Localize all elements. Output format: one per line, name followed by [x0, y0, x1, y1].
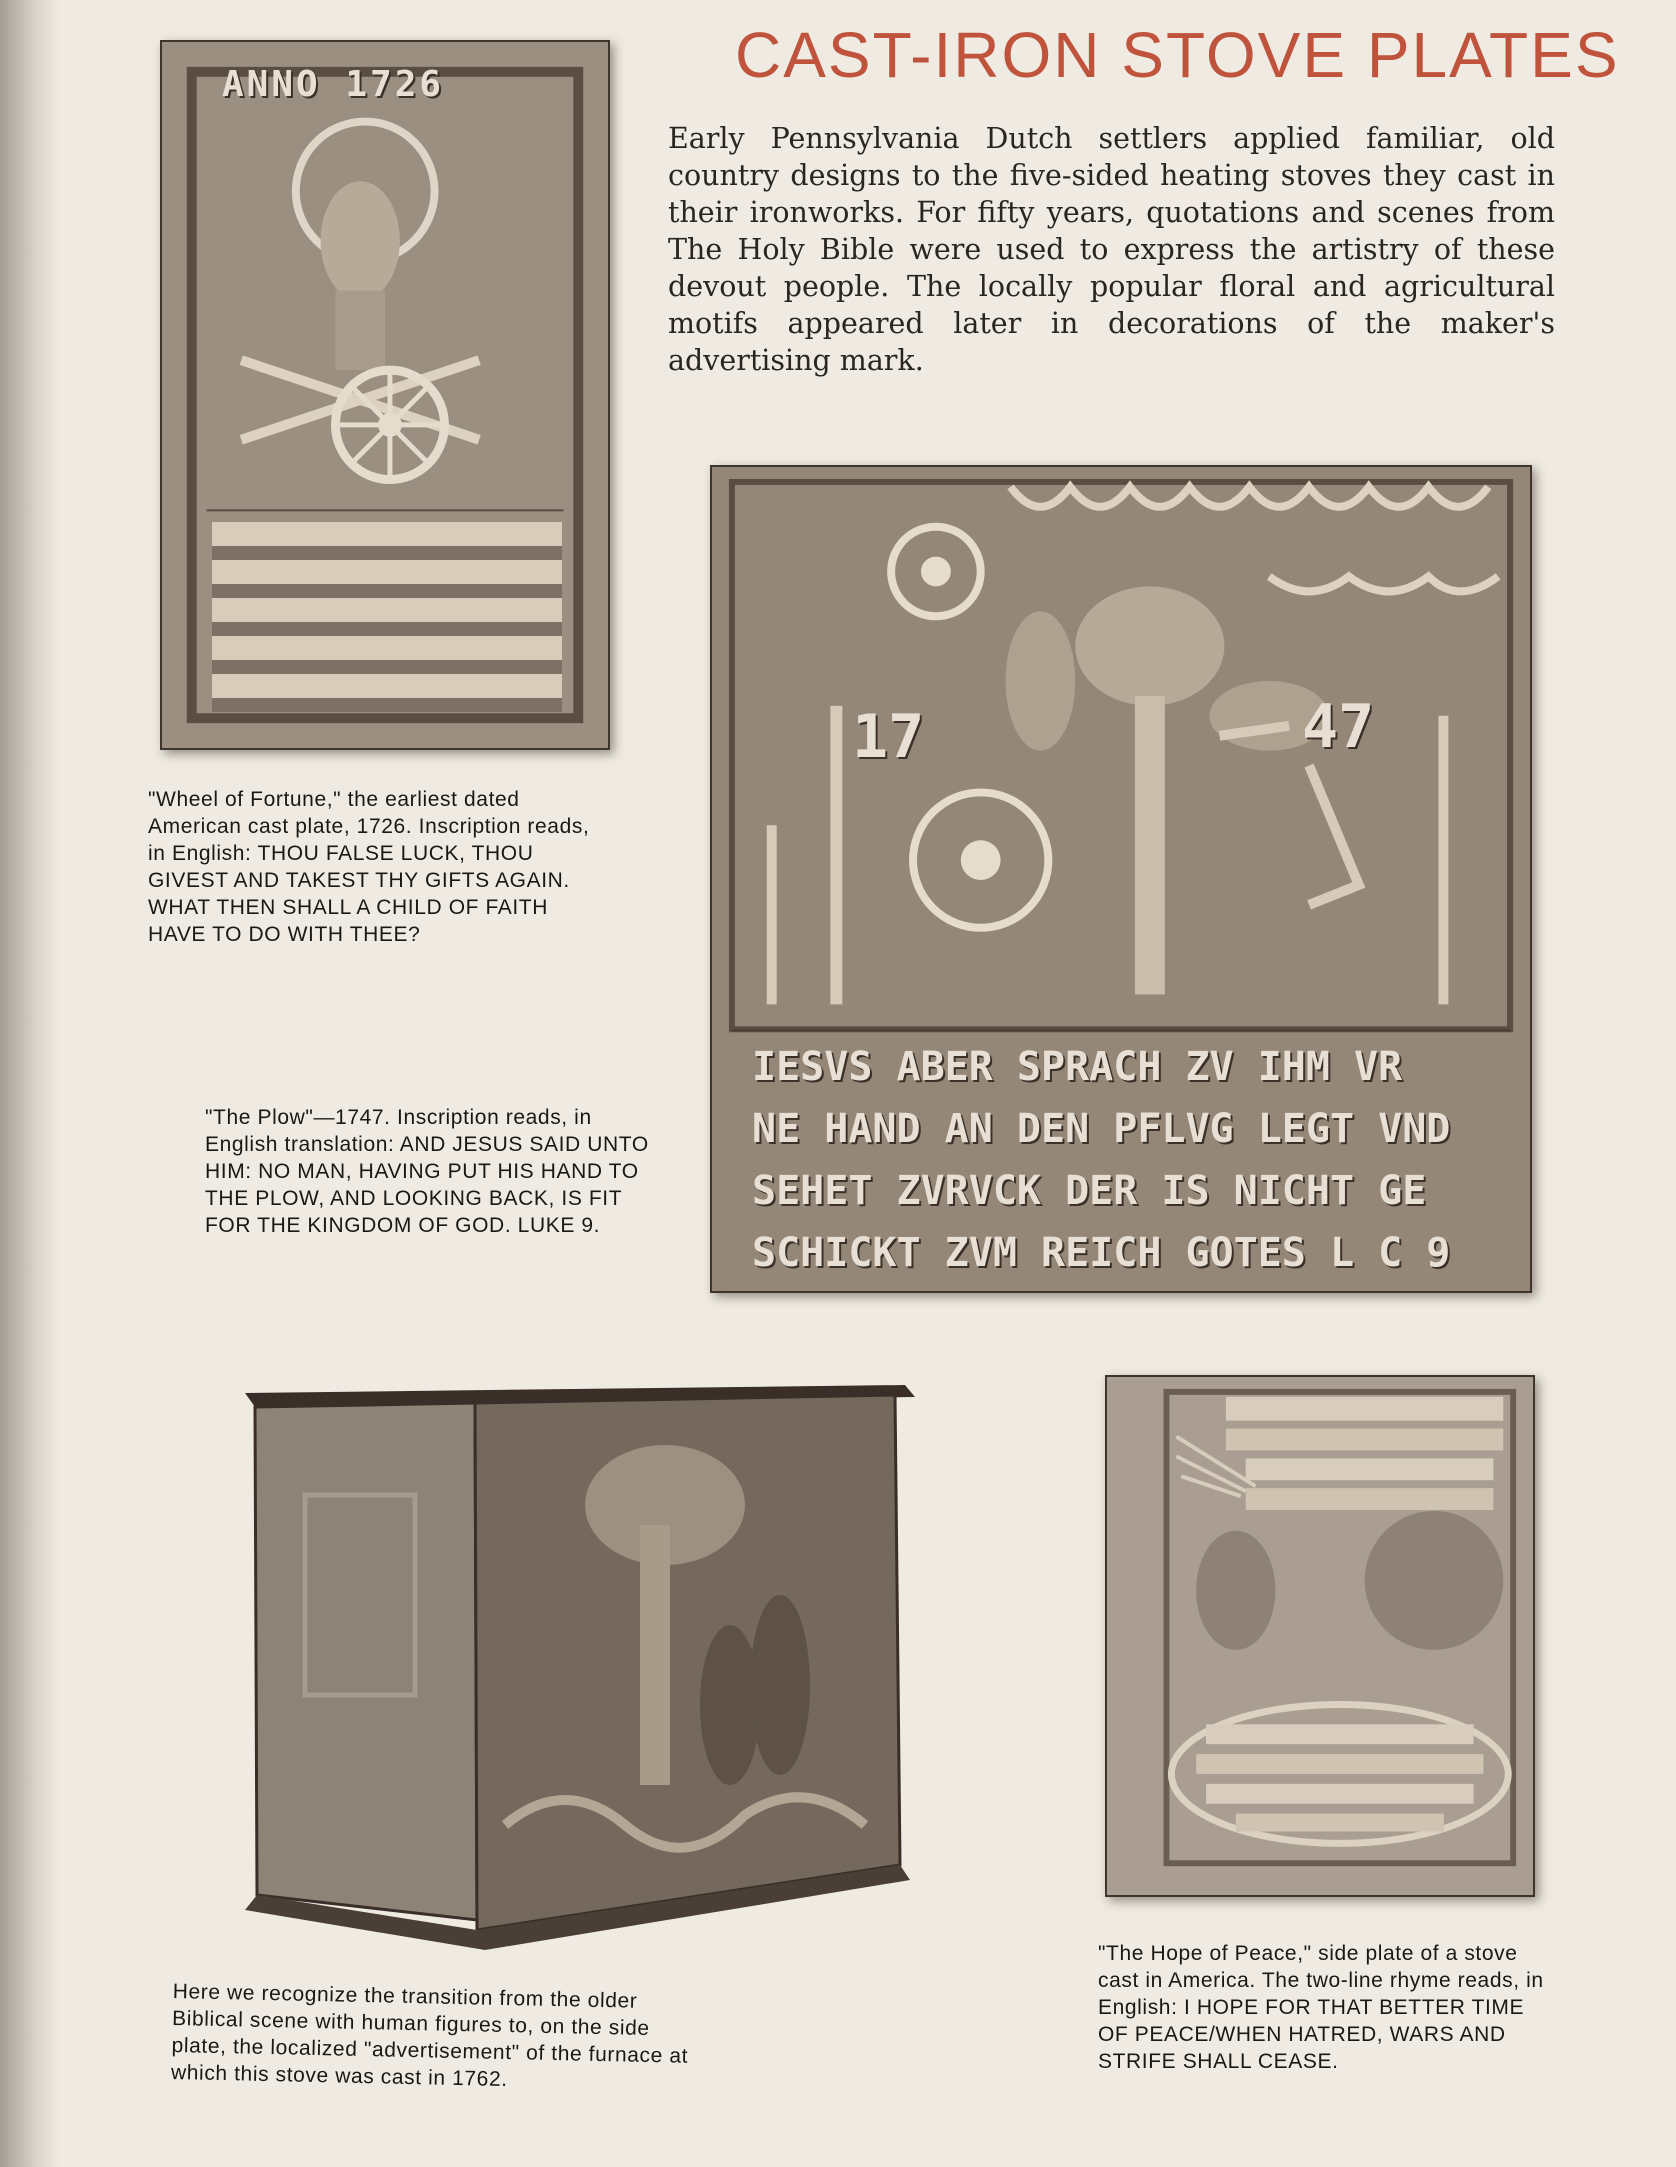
page-gutter-shadow	[0, 0, 60, 2167]
wheel-plate-date: ANNO 1726	[222, 64, 445, 105]
plow-inscription-line-3: SEHET ZVRVCK DER IS NICHT GE	[752, 1168, 1427, 1214]
plow-plate-date-right: 47	[1302, 692, 1375, 762]
wheel-of-fortune-plate-image	[160, 40, 610, 750]
plow-inscription-line-1: IESVS ABER SPRACH ZV IHM VR	[752, 1044, 1403, 1090]
wheel-plate-inscription-block	[212, 522, 562, 712]
stove-box-caption: Here we recognize the transition from the older Biblical scene with human figures to, on the side plate, the localized "advertisement" of the furnace at which this stove was cast in 1762.	[170, 1979, 689, 2092]
stove-box-image	[245, 1375, 925, 1955]
wheel-of-fortune-caption: "Wheel of Fortune," the earliest dated American cast plate, 1726. Inscription reads, in English: THOU FALSE LUCK, THOU GIVEST AND TAKEST THY GIFTS AGAIN. WHAT THEN SHALL A CHILD OF FAITH HAVE TO DO WITH THEE?	[148, 788, 590, 946]
plow-inscription-line-2: NE HAND AN DEN PFLVG LEGT VND	[752, 1106, 1451, 1152]
the-plow-plate-image	[710, 465, 1532, 1293]
the-plow-caption: "The Plow"—1747. Inscription reads, in English translation: AND JESUS SAID UNTO HIM: NO MAN, HAVING PUT HIS HAND TO THE PLOW, AND LOOKING BACK, IS FIT FOR THE KINGDOM OF GOD. LUKE 9.	[205, 1106, 649, 1237]
intro-paragraph: Early Pennsylvania Dutch settlers applied familiar, old country designs to the five-sided heating stoves they cast in their ironworks. For fifty years, quotations and scenes from The Holy Bible were used to express the artistry of these devout people. The locally popular floral and agricultural motifs appeared later in decorations of the maker's advertising mark.	[668, 122, 1555, 377]
plow-plate-date-left: 17	[852, 702, 925, 772]
hope-of-peace-caption: "The Hope of Peace," side plate of a stove cast in America. The two-line rhyme reads, in English: I HOPE FOR THAT BETTER TIME OF PEACE/WHEN HATRED, WARS AND STRIFE SHALL CEASE.	[1098, 1942, 1544, 2073]
page-title: CAST-IRON STOVE PLATES	[735, 19, 1620, 91]
hope-of-peace-plate-image	[1105, 1375, 1535, 1897]
plow-inscription-line-4: SCHICKT ZVM REICH GOTES L C 9	[752, 1230, 1451, 1276]
